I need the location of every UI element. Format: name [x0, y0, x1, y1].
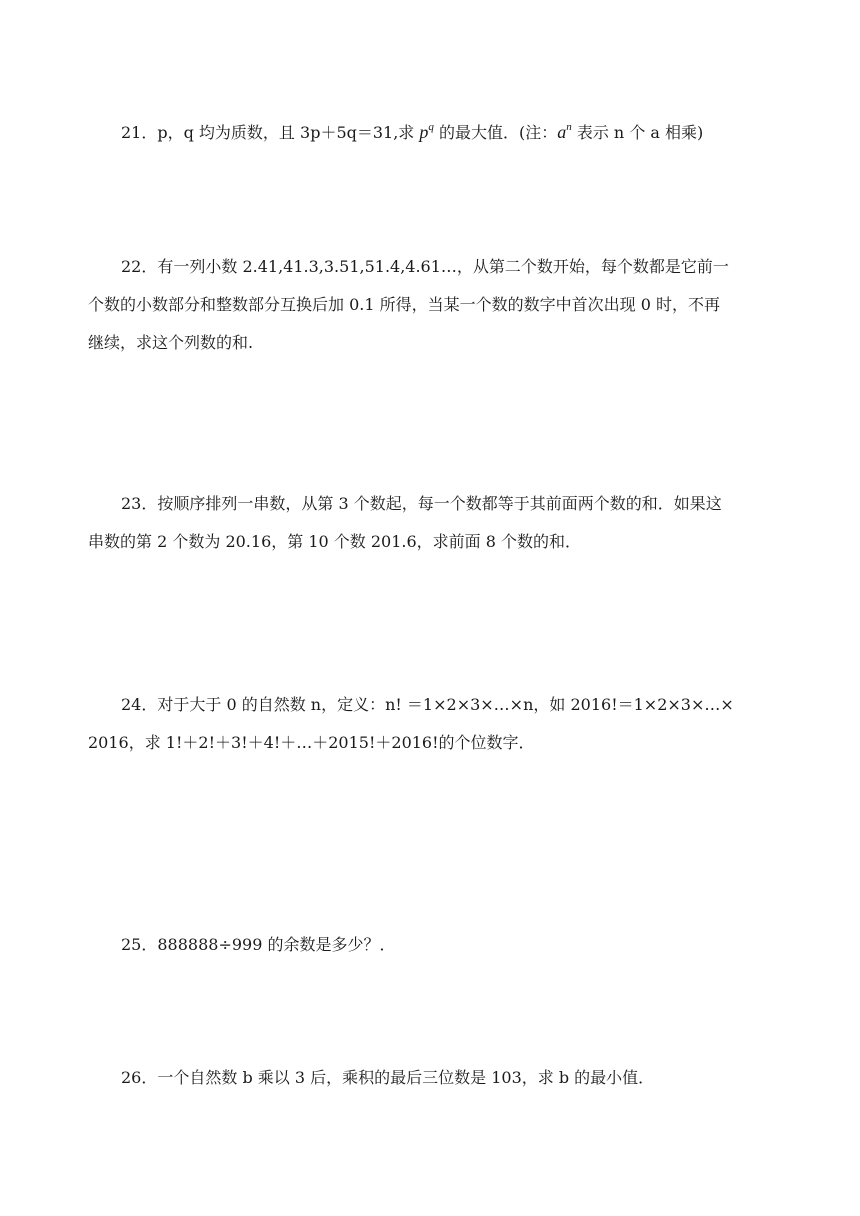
- problem-text-line: 个数的小数部分和整数部分互换后加 0.1 所得，当某一个数的数字中首次出现 0 时，不再: [88, 295, 720, 314]
- problem-text-line: 21．p，q 均为质数，且 3p＋5q＝31,求 $p^q$ 的最大值．(注：$a^n$ 表示 n 个 a 相乘): [121, 121, 704, 142]
- math-variable: p: [419, 122, 429, 142]
- problem-text-line: 24．对于大于 0 的自然数 n，定义：n! ＝1×2×3×…×n，如 2016!＝1×2×3×…×: [121, 695, 734, 714]
- math-variable: a: [557, 122, 567, 142]
- math-exponent: n: [566, 121, 572, 133]
- problem-text-line: 25．888888÷999 的余数是多少？．: [121, 935, 396, 954]
- problem-text-line: 23．按顺序排列一串数，从第 3 个数起，每一个数都等于其前面两个数的和．如果这: [121, 494, 722, 513]
- problem-text-line: 继续，求这个列数的和.: [88, 333, 254, 352]
- problem-text-line: 2016，求 1!＋2!＋3!＋4!＋…＋2015!＋2016!的个位数字．: [88, 733, 535, 752]
- problem-text-line: 26．一个自然数 b 乘以 3 后，乘积的最后三位数是 103，求 b 的最小值．: [121, 1068, 655, 1087]
- problem-text-line: 22．有一列小数 2.41,41.3,3.51,51.4,4.61…，从第二个数开始，每个数都是它前一: [121, 257, 729, 276]
- problem-text-line: 串数的第 2 个数为 20.16，第 10 个数 201.6，求前面 8 个数的和．: [88, 532, 582, 551]
- math-exponent: q: [428, 121, 434, 133]
